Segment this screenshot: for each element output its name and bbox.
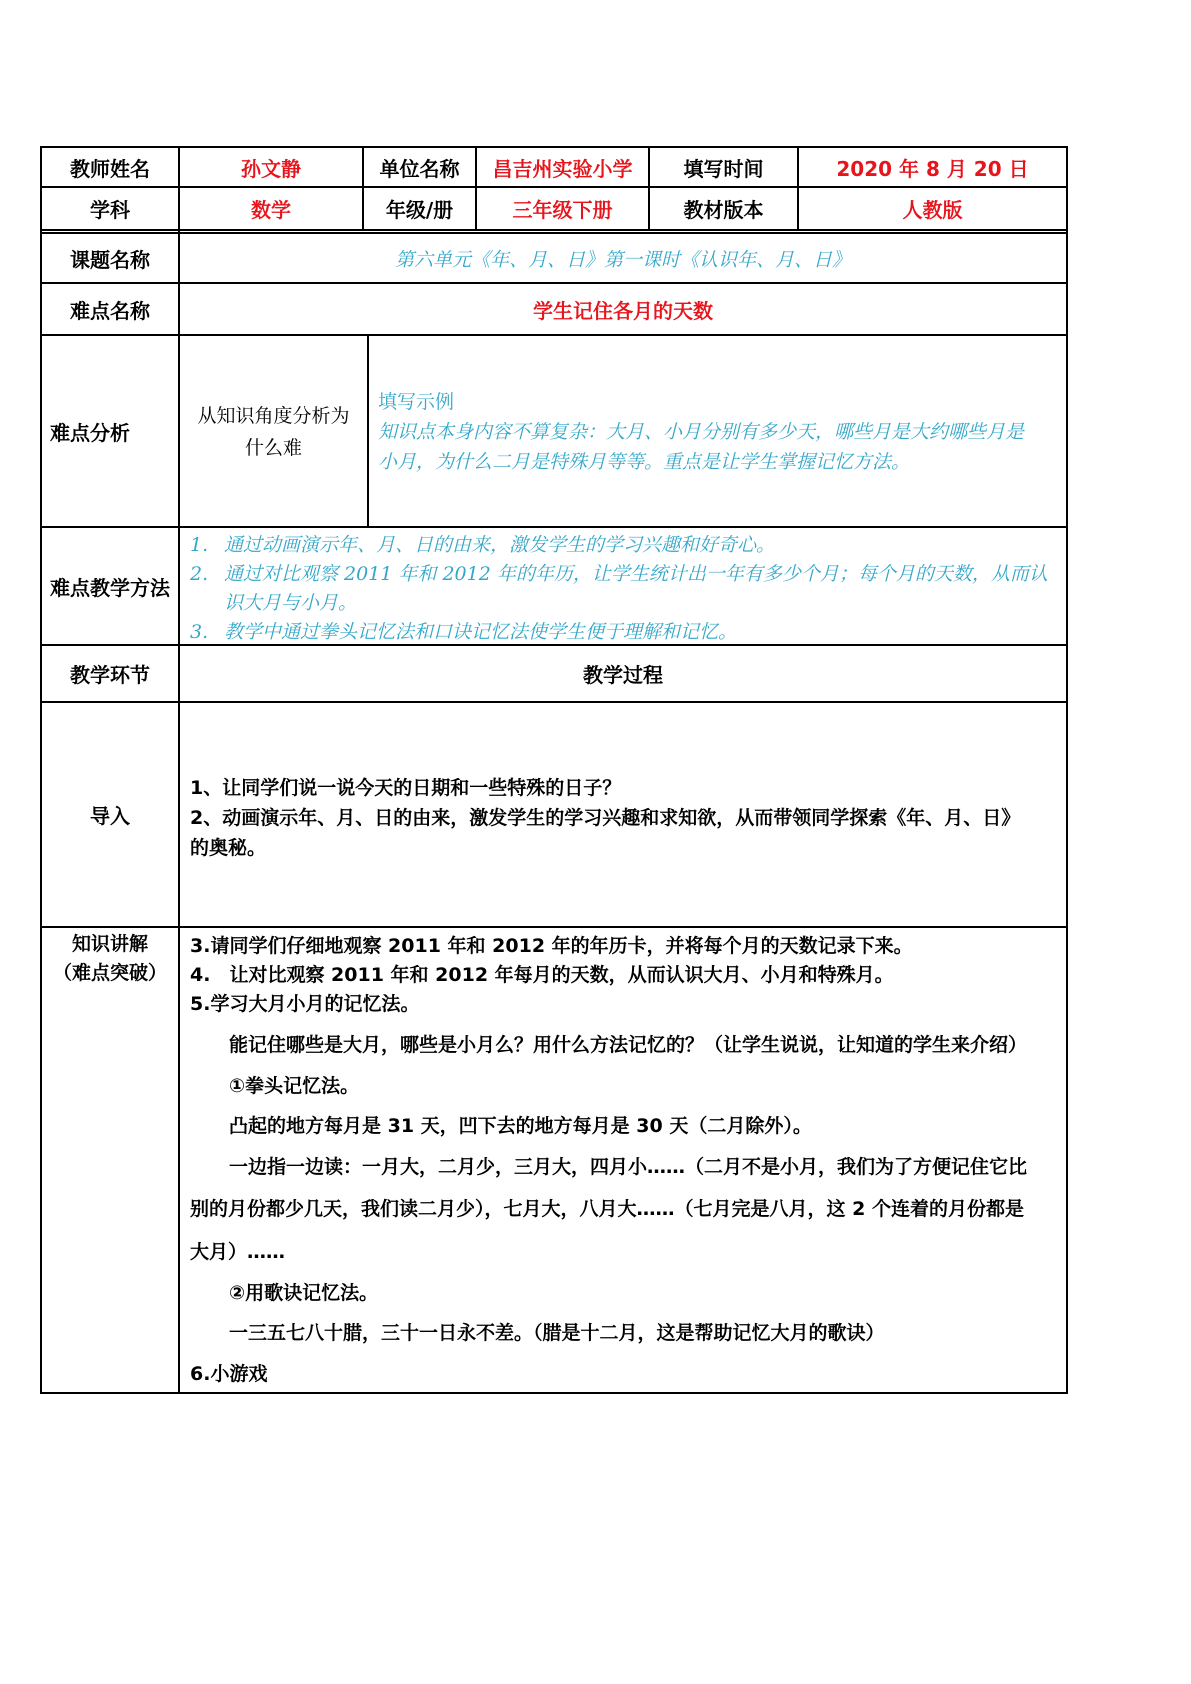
edition-value: 人教版 <box>902 198 963 222</box>
method-item-num: 1. <box>190 534 209 556</box>
method-item-num: 3. <box>190 621 209 643</box>
method-item-num: 2. <box>190 563 209 585</box>
method-item <box>190 531 1062 560</box>
method-item-text: 识大月与小月。 <box>224 592 358 614</box>
knowledge-line: 3.请同学们仔细地观察 2011 年和 2012 年的年历卡，并将每个月的天数记录下来。 <box>190 935 913 957</box>
difficulty-label: 难点名称 <box>70 298 150 323</box>
knowledge-line: 一三五七八十腊，三十一日永不差。（腊是十二月，这是帮助记忆大月的歌诀） <box>229 1322 885 1344</box>
method-item <box>190 589 1062 618</box>
knowledge-label <box>42 930 178 988</box>
method-label: 难点教学方法 <box>50 575 170 600</box>
analysis-sub-label <box>180 400 367 464</box>
intro-label: 导入 <box>90 804 130 828</box>
analysis-example <box>378 387 1064 477</box>
grade-label: 年级/册 <box>385 198 454 222</box>
intro-line: 的奥秘。 <box>190 837 267 859</box>
table-rule <box>41 526 1067 528</box>
topic-label: 课题名称 <box>70 247 150 272</box>
method-item <box>190 618 1062 647</box>
process-header-value: 教学过程 <box>583 663 663 687</box>
knowledge-line: 凸起的地方每月是 31 天，凹下去的地方每月是 30 天（二月除外）。 <box>229 1115 812 1137</box>
analysis-example-line: 知识点本身内容不算复杂：大月、小月分别有多少天，哪些月是大约哪些月是 <box>378 421 1025 443</box>
subject-value: 数学 <box>251 198 291 222</box>
knowledge-line: ①拳头记忆法。 <box>229 1075 360 1097</box>
knowledge-line: 别的月份都少几天，我们读二月少），七月大，八月大……（七月完是八月，这 2 个连着的月份都是 <box>190 1198 1024 1220</box>
table-rule <box>41 1392 1067 1394</box>
topic-value: 第六单元《年、月、日》第一课时《认识年、月、日》 <box>394 248 851 271</box>
analysis-sub-label-line2: 什么难 <box>244 437 302 459</box>
knowledge-label-line1: 知识讲解 <box>71 933 148 955</box>
unit-name-label: 单位名称 <box>379 156 460 181</box>
knowledge-line: ②用歌诀记忆法。 <box>229 1282 379 1304</box>
teacher-name-label: 教师姓名 <box>70 156 150 181</box>
method-item-text: 教学中通过拳头记忆法和口诀记忆法使学生便于理解和记忆。 <box>224 621 738 643</box>
method-item <box>190 560 1062 589</box>
intro-line: 1、让同学们说一说今天的日期和一些特殊的日子？ <box>190 777 622 799</box>
analysis-label: 难点分析 <box>50 420 130 445</box>
table-rule <box>367 334 369 527</box>
subject-label: 学科 <box>90 198 130 222</box>
intro-line: 2、动画演示年、月、日的由来，激发学生的学习兴趣和求知欲，从而带领同学探索《年、月、日》 <box>190 807 1021 829</box>
teacher-name-value: 孙文静 <box>241 156 301 181</box>
analysis-sub-label-line1: 从知识角度分析为 <box>197 405 350 427</box>
knowledge-line: 5.学习大月小月的记忆法。 <box>190 993 420 1015</box>
grade-value: 三年级下册 <box>512 198 613 222</box>
method-item-num <box>190 589 224 618</box>
analysis-example-title: 填写示例 <box>378 391 455 413</box>
knowledge-line: 能记住哪些是大月，哪些是小月么？用什么方法记忆的？（让学生说说，让知道的学生来介绍） <box>229 1034 1028 1056</box>
knowledge-line: 一边指一边读：一月大，二月少，三月大，四月小……（二月不是小月，我们为了方便记住它比 <box>229 1156 1028 1178</box>
knowledge-line: 6.小游戏 <box>190 1363 268 1385</box>
intro-content <box>190 773 1062 863</box>
difficulty-value: 学生记住各月的天数 <box>533 298 713 323</box>
method-item-text: 通过对比观察 2011 年和 2012 年的年历，让学生统计出一年有多少个月；每个月的天数，从而认 <box>224 563 1048 585</box>
unit-name-value: 昌吉州实验小学 <box>492 156 633 181</box>
knowledge-line: 4. 让对比观察 2011 年和 2012 年每月的天数，从而认识大月、小月和特殊月。 <box>190 964 894 986</box>
knowledge-label-line2: （难点突破） <box>52 962 167 984</box>
table-rule <box>41 701 1067 703</box>
knowledge-line: 大月）…… <box>190 1241 286 1263</box>
table-rule <box>41 926 1067 928</box>
table-rule <box>1066 146 1068 1394</box>
edition-label: 教材版本 <box>683 198 764 222</box>
fill-time-value: 2020 年 8 月 20 日 <box>836 156 1029 181</box>
table-rule <box>41 229 1067 231</box>
method-item-text: 通过动画演示年、月、日的由来，激发学生的学习兴趣和好奇心。 <box>224 534 776 556</box>
method-list <box>190 531 1062 647</box>
process-section-label: 教学环节 <box>70 663 150 687</box>
fill-time-label: 填写时间 <box>683 156 764 181</box>
table-rule <box>41 334 1067 336</box>
analysis-example-line: 小月，为什么二月是特殊月等等。重点是让学生掌握记忆方法。 <box>378 451 911 473</box>
